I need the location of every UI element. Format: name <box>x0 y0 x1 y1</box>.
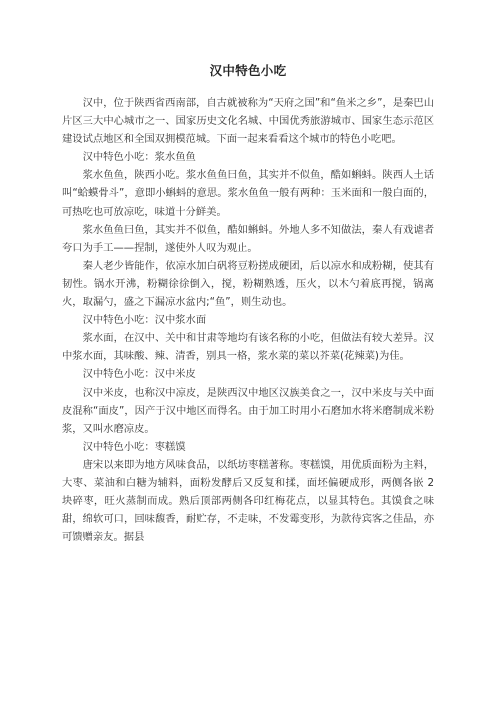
body-paragraph: 浆水鱼鱼曰鱼，其实并不似鱼，酷如蝌蚪。外地人多不知做法，秦人有戏谑者夸口为手工——捏制，遂使外人叹为观止。 <box>62 223 434 254</box>
body-paragraph: 汉中米皮，也称汉中凉皮，是陕西汉中地区汉族美食之一，汉中米皮与关中面皮混称“面皮”，因产于汉中地区而得名。由于加工时用小石磨加水将米磨制成米粉浆，又叫水磨凉皮。 <box>62 386 434 435</box>
body-paragraph: 浆水鱼鱼，陕西小吃。浆水鱼鱼曰鱼，其实并不似鱼，酷如蝌蚪。陕西人土话叫“蛤蟆骨斗”，意即小蝌蚪的意思。浆水鱼鱼一般有两种：玉米面和一般白面的，可热吃也可放凉吃，味道十分鲜美。 <box>62 169 434 218</box>
body-paragraph: 唐宋以来即为地方风味食品，以纸坊枣糕著称。枣糕馍，用优质面粉为主料，大枣、菜油和白糖为辅料，面粉发酵后又反复和揉，面坯偏硬成形，两侧各嵌 2 块碎枣，旺火蒸制而成。熟后顶部两侧各印红梅花点，以显其特色。其馍食之味甜，绵软可口，回味馥香，耐贮存，不走味，不发霉变形，为款待宾客之佳品，亦可馈赠亲友。据县 <box>62 458 434 544</box>
section-heading-jiangshui-mian: 汉中特色小吃：汉中浆水面 <box>82 314 207 327</box>
section-heading-mipi: 汉中特色小吃：汉中米皮 <box>82 368 196 381</box>
document-title: 汉中特色小吃 <box>209 63 287 78</box>
body-paragraph: 浆水面，在汉中、关中和甘肃等地均有该名称的小吃，但做法有较大差异。汉中浆水面，其味酸、辣、清香，别具一格，浆水菜的菜以芥菜(花辣菜)为佳。 <box>62 332 434 363</box>
section-heading-jiangshui-yuyu: 汉中特色小吃：浆水鱼鱼 <box>82 151 196 164</box>
document-body <box>62 94 434 546</box>
body-paragraph: 秦人老少皆能作，依凉水加白矾将豆粉搓成硬团，后以凉水和成粉糊，使其有韧性。锅水开沸，粉糊徐徐倒入，搅，粉糊熟透，压火，以木勺着底再搅，锅离火，取漏勺，盛之下漏凉水盆内;“鱼”，则生动也。 <box>62 259 434 309</box>
intro-paragraph: 汉中，位于陕西省西南部，自古就被称为“天府之国”和“鱼米之乡”，是秦巴山片区三大中心城市之一、国家历史文化名城、中国优秀旅游城市、国家生态示范区建设试点地区和全国双拥模范城。下面一起来看看这个城市的特色小吃吧。 <box>62 97 434 146</box>
section-heading-zaogao-mo: 汉中特色小吃：枣糕馍 <box>82 440 186 453</box>
